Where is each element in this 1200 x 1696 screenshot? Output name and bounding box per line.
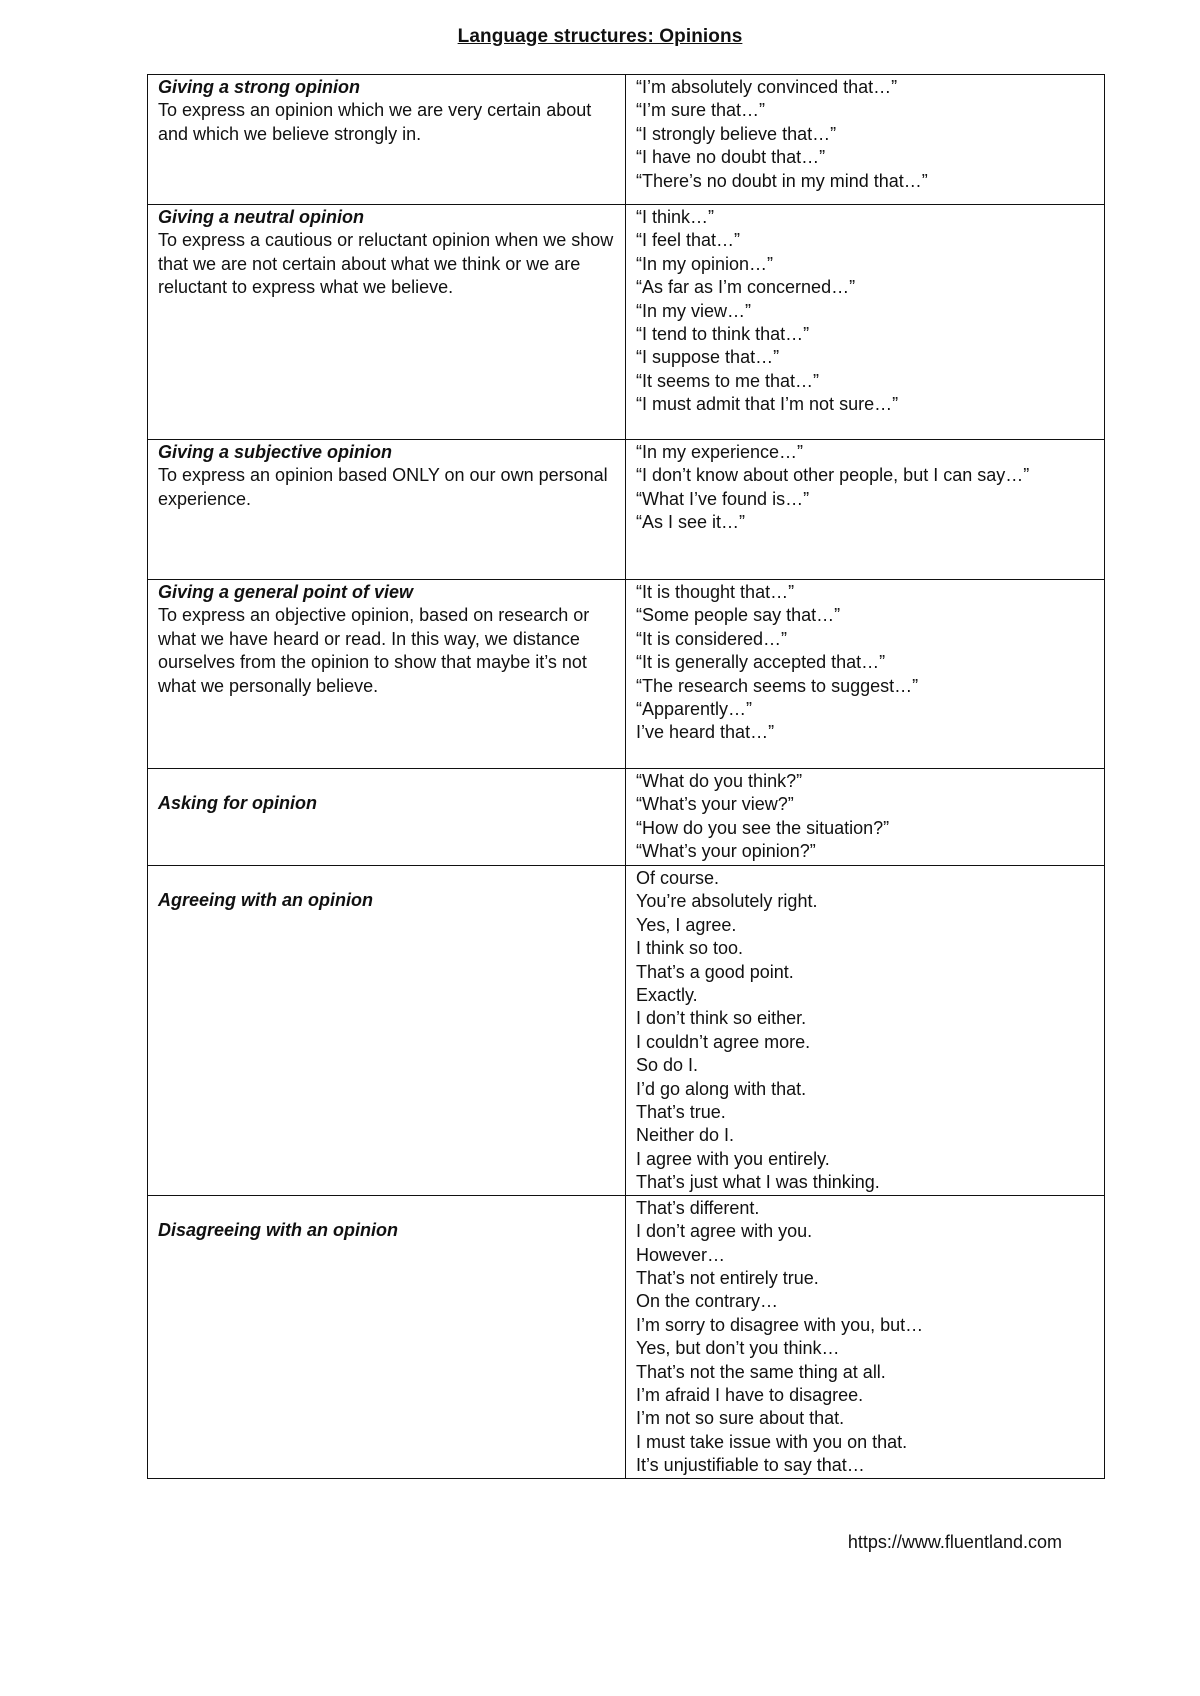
phrase: It’s unjustifiable to say that…: [636, 1455, 865, 1476]
phrase: I’m not so sure about that.: [636, 1408, 845, 1429]
phrase: That’s not the same thing at all.: [636, 1361, 886, 1382]
category-description: To express an opinion which we are very certain about and which we believe strongly in.: [158, 100, 592, 144]
phrase: I agree with you entirely.: [636, 1148, 830, 1169]
phrase: “Some people say that…”: [636, 605, 841, 626]
phrase: However…: [636, 1244, 726, 1265]
phrase: I couldn’t agree more.: [636, 1031, 811, 1052]
phrases-cell: [626, 866, 1105, 1196]
phrase: I don’t think so either.: [636, 1008, 807, 1029]
phrase: “As far as I’m concerned…”: [636, 277, 856, 298]
phrase: You’re absolutely right.: [636, 891, 818, 912]
table-row: [148, 440, 1105, 580]
category-heading: Agreeing with an opinion: [158, 890, 373, 910]
phrase: “I suppose that…”: [636, 347, 780, 368]
phrase: “I must admit that I’m not sure…”: [636, 394, 899, 415]
phrase: “What’s your opinion?”: [636, 841, 816, 862]
phrase: “The research seems to suggest…”: [636, 675, 919, 696]
phrase: That’s true.: [636, 1102, 726, 1123]
phrases-cell: [626, 75, 1105, 205]
phrase: “It is considered…”: [636, 628, 788, 649]
phrase: “I feel that…”: [636, 230, 741, 251]
phrase: I don’t agree with you.: [636, 1221, 813, 1242]
category-heading: Disagreeing with an opinion: [158, 1219, 399, 1240]
phrase: “How do you see the situation?”: [636, 817, 890, 838]
phrases-cell: [626, 1195, 1105, 1478]
phrase: “What I’ve found is…”: [636, 488, 810, 509]
phrase: “What’s your view?”: [636, 794, 794, 815]
category-heading: Giving a strong opinion: [158, 77, 360, 97]
phrases-cell: [626, 205, 1105, 440]
phrase: I’m afraid I have to disagree.: [636, 1384, 864, 1405]
phrase: That’s different.: [636, 1197, 760, 1218]
phrase: That’s just what I was thinking.: [636, 1172, 880, 1193]
table-row: [148, 580, 1105, 769]
phrase: Yes, but don’t you think…: [636, 1338, 840, 1359]
phrase: “It is thought that…”: [636, 582, 795, 602]
phrase: “It seems to me that…”: [636, 370, 820, 391]
phrase: I’ve heard that…”: [636, 722, 775, 743]
phrases-cell: [626, 440, 1105, 580]
category-cell: [148, 580, 626, 769]
phrase: Yes, I agree.: [636, 914, 737, 935]
category-description: To express a cautious or reluctant opinion when we show that we are not certain about what we think or we are reluctant to express what we believe.: [158, 230, 614, 298]
table-row: [148, 866, 1105, 1196]
phrase: “I’m sure that…”: [636, 100, 766, 121]
phrase: “I don’t know about other people, but I can say…”: [636, 465, 1030, 486]
phrase: So do I.: [636, 1055, 699, 1076]
phrase: “I’m absolutely convinced that…”: [636, 77, 898, 97]
opinions-table: [147, 74, 1105, 1479]
phrase: “In my view…”: [636, 300, 752, 321]
category-cell: [148, 205, 626, 440]
category-description: To express an objective opinion, based on research or what we have heard or read. In this way, we distance ourselves from the opinion to show that maybe it’s not what we personally believe.: [158, 605, 590, 696]
phrase: “It is generally accepted that…”: [636, 652, 886, 673]
table-row: [148, 1195, 1105, 1478]
phrase: Exactly.: [636, 985, 698, 1006]
phrase: “I strongly believe that…”: [636, 123, 837, 144]
table-row: [148, 75, 1105, 205]
phrases-cell: [626, 580, 1105, 769]
table-row: [148, 205, 1105, 440]
category-heading: Asking for opinion: [158, 793, 317, 813]
category-heading: Giving a neutral opinion: [158, 207, 365, 227]
category-description: To express an opinion based ONLY on our own personal experience.: [158, 465, 608, 509]
phrase: Neither do I.: [636, 1125, 735, 1146]
phrase: I’m sorry to disagree with you, but…: [636, 1314, 924, 1335]
table-row: [148, 769, 1105, 866]
phrase: “As I see it…”: [636, 512, 746, 533]
phrases-cell: [626, 769, 1105, 866]
phrase: “In my opinion…”: [636, 253, 774, 274]
phrase: “In my experience…”: [636, 442, 804, 462]
phrase: “I have no doubt that…”: [636, 147, 826, 168]
footer-url[interactable]: https://www.fluentland.com: [847, 1532, 1062, 1552]
phrase: That’s a good point.: [636, 961, 794, 982]
phrase: I must take issue with you on that.: [636, 1431, 908, 1452]
phrase: On the contrary…: [636, 1291, 779, 1312]
phrase: Of course.: [636, 868, 720, 888]
phrase: That’s not entirely true.: [636, 1267, 819, 1288]
category-cell: [148, 1195, 626, 1478]
phrase: “What do you think?”: [636, 771, 803, 791]
phrase: “I think…”: [636, 207, 715, 227]
category-heading: Giving a general point of view: [158, 582, 414, 602]
category-cell: [148, 866, 626, 1196]
phrase: “Apparently…”: [636, 699, 753, 720]
category-cell: [148, 769, 626, 866]
category-heading: Giving a subjective opinion: [158, 442, 393, 462]
phrase: I think so too.: [636, 938, 744, 959]
phrase: I’d go along with that.: [636, 1078, 807, 1099]
category-cell: [148, 75, 626, 205]
phrase: “I tend to think that…”: [636, 324, 810, 345]
phrase: “There’s no doubt in my mind that…”: [636, 170, 928, 191]
page-title: Language structures: Opinions: [457, 26, 743, 47]
category-cell: [148, 440, 626, 580]
